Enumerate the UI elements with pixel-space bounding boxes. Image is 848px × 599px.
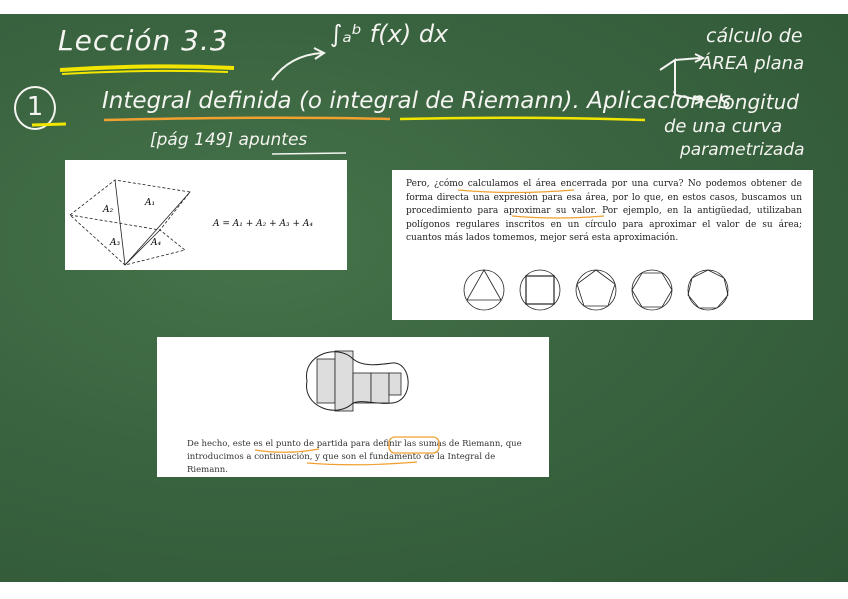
riemann-paragraph: De hecho, este es el punto de partida para definir las sumas de Riemann, que introducimos a continuación, y que son el fundamento de la Integral de Riemann. <box>187 439 522 475</box>
label-a4: A₄ <box>151 238 162 248</box>
length-label-line1: longitud <box>717 90 799 114</box>
polygons-card <box>392 170 813 320</box>
label-a1: A₁ <box>145 198 156 208</box>
triangles-card <box>65 160 347 270</box>
page-ref-underline <box>270 150 350 158</box>
section-number: 1 <box>14 86 56 130</box>
title-underline <box>58 62 238 76</box>
area-sum-formula: A = A₁ + A₂ + A₃ + A₄ <box>213 219 313 229</box>
polygons-paragraph: Pero, ¿cómo calculamos el área encerrada por una curva? No podemos obtener de forma directa una expresión para esa área, por lo que, en estos casos, buscamos un procedimiento para aproximar su valor. Por ejemplo, en la antigüedad, utilizaban polígonos regulares inscritos en un círculo para aproximar el valor de su área; cuantos más lados tomemos, mejor será esta aproximación. <box>406 179 802 243</box>
riemann-card <box>157 337 549 477</box>
page-reference: [pág 149] apuntes <box>150 130 308 150</box>
area-label-line1: cálculo de <box>706 25 803 47</box>
label-a2: A₂ <box>103 205 114 215</box>
label-a3: A₃ <box>110 238 121 248</box>
lesson-title: Lección 3.3 <box>58 24 229 57</box>
section-heading: Integral definida (o integral de Riemann). Aplicaciones <box>102 88 731 114</box>
riemann-highlights <box>157 337 549 477</box>
heading-underline <box>100 114 660 126</box>
area-label-line2: ÁREA plana <box>700 53 805 74</box>
length-label-line2: de una curva <box>664 116 783 137</box>
polygons-highlights <box>392 170 813 320</box>
length-label-line3: parametrizada <box>680 140 805 160</box>
triangles-diagram <box>65 160 205 270</box>
integral-expression: ∫ₐᵇ f(x) dx <box>330 20 449 48</box>
arrow-to-integral <box>270 45 330 85</box>
number-underline <box>30 120 70 130</box>
